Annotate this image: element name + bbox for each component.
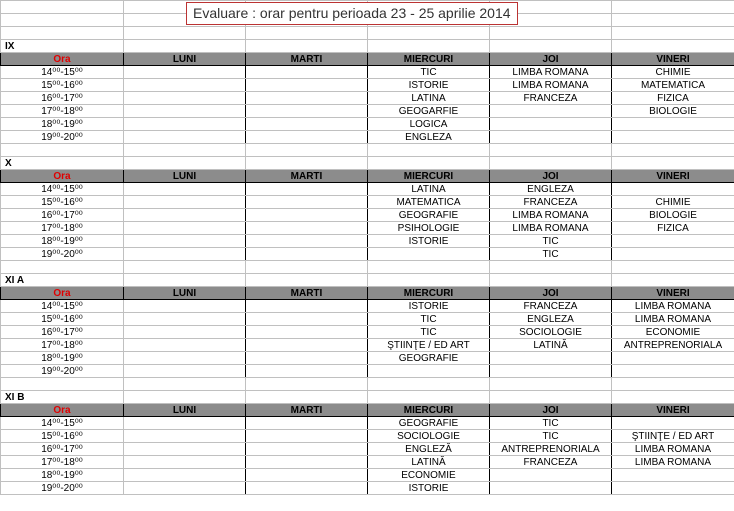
empty-cell[interactable] (490, 378, 612, 391)
subject-cell[interactable] (124, 131, 246, 144)
subject-cell[interactable]: LIMBA ROMANA (490, 79, 612, 92)
empty-cell[interactable] (490, 261, 612, 274)
time-slot: 18⁰⁰-19⁰⁰ (1, 469, 124, 482)
subject-cell[interactable]: LIMBA ROMANA (612, 456, 734, 469)
column-header-joi: JOI (490, 170, 612, 183)
subject-cell[interactable] (246, 131, 368, 144)
empty-cell[interactable] (612, 391, 734, 404)
subject-cell[interactable]: LIMBA ROMANA (612, 300, 734, 313)
column-header-luni: LUNI (124, 404, 246, 417)
subject-cell[interactable] (124, 482, 246, 495)
empty-cell[interactable] (612, 261, 734, 274)
empty-cell[interactable] (1, 144, 124, 157)
subject-cell[interactable] (612, 248, 734, 261)
schedule-row (1, 118, 734, 131)
subject-cell[interactable] (124, 456, 246, 469)
subject-cell[interactable] (124, 92, 246, 105)
subject-cell[interactable]: FIZICA (612, 222, 734, 235)
schedule-row (1, 365, 734, 378)
empty-cell[interactable] (246, 274, 368, 287)
subject-cell[interactable]: ECONOMIE (368, 469, 490, 482)
empty-cell[interactable] (612, 14, 734, 27)
schedule-row (1, 430, 734, 443)
class-name: XI B (1, 391, 124, 404)
subject-cell[interactable]: ENGLEZA (368, 131, 490, 144)
column-header-miercuri: MIERCURI (368, 53, 490, 66)
empty-cell[interactable] (124, 27, 246, 40)
subject-cell[interactable] (246, 352, 368, 365)
subject-cell[interactable] (490, 469, 612, 482)
subject-cell[interactable]: ISTORIE (368, 235, 490, 248)
subject-cell[interactable] (490, 365, 612, 378)
empty-cell[interactable] (124, 261, 246, 274)
empty-cell[interactable] (368, 144, 490, 157)
subject-cell[interactable] (612, 365, 734, 378)
empty-cell[interactable] (368, 261, 490, 274)
subject-cell[interactable] (246, 248, 368, 261)
empty-cell[interactable] (246, 157, 368, 170)
blank-row (1, 27, 734, 40)
empty-cell[interactable] (490, 391, 612, 404)
schedule-row (1, 300, 734, 313)
column-header-marti: MARTI (246, 287, 368, 300)
schedule-row (1, 66, 734, 79)
subject-cell[interactable]: LIMBA ROMANA (490, 209, 612, 222)
column-header-marti: MARTI (246, 53, 368, 66)
time-slot: 19⁰⁰-20⁰⁰ (1, 482, 124, 495)
subject-cell[interactable] (490, 482, 612, 495)
subject-cell[interactable]: LIMBA ROMANA (612, 313, 734, 326)
subject-cell[interactable] (246, 300, 368, 313)
schedule-row (1, 339, 734, 352)
header-row (1, 287, 734, 300)
empty-cell[interactable] (612, 378, 734, 391)
schedule-row (1, 248, 734, 261)
empty-cell[interactable] (612, 27, 734, 40)
subject-cell[interactable] (124, 235, 246, 248)
empty-cell[interactable] (368, 27, 490, 40)
subject-cell[interactable]: MATEMATICA (612, 79, 734, 92)
subject-cell[interactable]: SOCIOLOGIE (368, 430, 490, 443)
empty-cell[interactable] (368, 378, 490, 391)
empty-cell[interactable] (124, 157, 246, 170)
subject-cell[interactable]: LATINA (368, 92, 490, 105)
subject-cell[interactable] (124, 469, 246, 482)
schedule-row (1, 183, 734, 196)
empty-cell[interactable] (246, 144, 368, 157)
subject-cell[interactable] (124, 417, 246, 430)
subject-cell[interactable]: FIZICA (612, 92, 734, 105)
blank-row (1, 261, 734, 274)
subject-cell[interactable]: TIC (368, 66, 490, 79)
schedule-row (1, 79, 734, 92)
schedule-row (1, 105, 734, 118)
empty-cell[interactable] (1, 14, 124, 27)
subject-cell[interactable] (124, 339, 246, 352)
subject-cell[interactable] (124, 105, 246, 118)
class-name: XI A (1, 274, 124, 287)
subject-cell[interactable]: TIC (490, 430, 612, 443)
column-header-vineri: VINERI (612, 404, 734, 417)
subject-cell[interactable] (612, 352, 734, 365)
time-slot: 16⁰⁰-17⁰⁰ (1, 326, 124, 339)
subject-cell[interactable]: ŞTIINŢE / ED ART (612, 430, 734, 443)
subject-cell[interactable] (246, 79, 368, 92)
time-slot: 16⁰⁰-17⁰⁰ (1, 209, 124, 222)
subject-cell[interactable]: ŞTIINŢE / ED ART (368, 339, 490, 352)
schedule-row (1, 482, 734, 495)
schedule-row (1, 196, 734, 209)
subject-cell[interactable]: TIC (490, 235, 612, 248)
subject-cell[interactable]: ISTORIE (368, 300, 490, 313)
subject-cell[interactable]: ENGLEZĂ (368, 443, 490, 456)
time-slot: 15⁰⁰-16⁰⁰ (1, 313, 124, 326)
time-slot: 18⁰⁰-19⁰⁰ (1, 235, 124, 248)
subject-cell[interactable]: TIC (368, 313, 490, 326)
subject-cell[interactable] (246, 326, 368, 339)
subject-cell[interactable] (124, 66, 246, 79)
time-slot: 14⁰⁰-15⁰⁰ (1, 300, 124, 313)
time-slot: 14⁰⁰-15⁰⁰ (1, 417, 124, 430)
subject-cell[interactable] (490, 131, 612, 144)
subject-cell[interactable]: LATINA (368, 183, 490, 196)
time-slot: 14⁰⁰-15⁰⁰ (1, 66, 124, 79)
subject-cell[interactable]: LIMBA ROMANA (490, 66, 612, 79)
schedule-row (1, 352, 734, 365)
empty-cell[interactable] (368, 157, 490, 170)
class-label-row (1, 274, 734, 287)
subject-cell[interactable] (490, 352, 612, 365)
subject-cell[interactable] (124, 313, 246, 326)
subject-cell[interactable] (246, 209, 368, 222)
subject-cell[interactable] (124, 79, 246, 92)
column-header-joi: JOI (490, 53, 612, 66)
subject-cell[interactable] (368, 365, 490, 378)
column-header-vineri: VINERI (612, 53, 734, 66)
time-slot: 15⁰⁰-16⁰⁰ (1, 79, 124, 92)
empty-cell[interactable] (368, 274, 490, 287)
subject-cell[interactable] (124, 196, 246, 209)
empty-cell[interactable] (246, 391, 368, 404)
subject-cell[interactable] (246, 66, 368, 79)
sheet-body (1, 1, 734, 495)
column-header-joi: JOI (490, 404, 612, 417)
subject-cell[interactable] (612, 131, 734, 144)
column-header-marti: MARTI (246, 170, 368, 183)
subject-cell[interactable]: FRANCEZA (490, 196, 612, 209)
empty-cell[interactable] (246, 261, 368, 274)
empty-cell[interactable] (124, 378, 246, 391)
subject-cell[interactable]: GEOGRAFIE (368, 417, 490, 430)
time-slot: 16⁰⁰-17⁰⁰ (1, 92, 124, 105)
subject-cell[interactable]: GEOGARFIE (368, 105, 490, 118)
subject-cell[interactable]: LIMBA ROMANA (612, 443, 734, 456)
subject-cell[interactable]: TIC (490, 417, 612, 430)
subject-cell[interactable]: LOGICA (368, 118, 490, 131)
blank-row (1, 378, 734, 391)
subject-cell[interactable] (490, 118, 612, 131)
subject-cell[interactable]: TIC (490, 248, 612, 261)
time-slot: 17⁰⁰-18⁰⁰ (1, 105, 124, 118)
subject-cell[interactable] (124, 443, 246, 456)
schedule-row (1, 131, 734, 144)
subject-cell[interactable] (612, 482, 734, 495)
subject-cell[interactable]: CHIMIE (612, 66, 734, 79)
subject-cell[interactable] (246, 456, 368, 469)
subject-cell[interactable] (124, 118, 246, 131)
empty-cell[interactable] (246, 378, 368, 391)
class-label-row (1, 40, 734, 53)
subject-cell[interactable]: PSIHOLOGIE (368, 222, 490, 235)
schedule-row (1, 417, 734, 430)
subject-cell[interactable] (246, 105, 368, 118)
subject-cell[interactable]: ISTORIE (368, 79, 490, 92)
column-header-luni: LUNI (124, 170, 246, 183)
subject-cell[interactable] (124, 183, 246, 196)
time-slot: 19⁰⁰-20⁰⁰ (1, 365, 124, 378)
subject-cell[interactable] (246, 469, 368, 482)
subject-cell[interactable] (246, 313, 368, 326)
class-label-row (1, 391, 734, 404)
subject-cell[interactable] (612, 183, 734, 196)
schedule-row (1, 326, 734, 339)
header-row (1, 170, 734, 183)
empty-cell[interactable] (490, 157, 612, 170)
subject-cell[interactable]: TIC (368, 326, 490, 339)
schedule-row (1, 235, 734, 248)
subject-cell[interactable] (246, 365, 368, 378)
empty-cell[interactable] (124, 40, 246, 53)
empty-cell[interactable] (368, 391, 490, 404)
subject-cell[interactable] (246, 339, 368, 352)
blank-row (1, 144, 734, 157)
subject-cell[interactable] (124, 430, 246, 443)
empty-cell[interactable] (368, 40, 490, 53)
time-slot: 17⁰⁰-18⁰⁰ (1, 456, 124, 469)
time-slot: 18⁰⁰-19⁰⁰ (1, 118, 124, 131)
subject-cell[interactable] (124, 326, 246, 339)
subject-cell[interactable]: FRANCEZA (490, 456, 612, 469)
subject-cell[interactable]: LATINĂ (368, 456, 490, 469)
subject-cell[interactable] (612, 417, 734, 430)
schedule-row (1, 92, 734, 105)
subject-cell[interactable]: FRANCEZA (490, 92, 612, 105)
subject-cell[interactable] (246, 183, 368, 196)
subject-cell[interactable] (246, 118, 368, 131)
empty-cell[interactable] (490, 40, 612, 53)
schedule-row (1, 313, 734, 326)
empty-cell[interactable] (612, 144, 734, 157)
subject-cell[interactable] (124, 365, 246, 378)
subject-cell[interactable] (246, 235, 368, 248)
time-slot: 19⁰⁰-20⁰⁰ (1, 248, 124, 261)
subject-cell[interactable] (246, 443, 368, 456)
header-row (1, 404, 734, 417)
subject-cell[interactable] (124, 209, 246, 222)
header-row (1, 53, 734, 66)
class-label-row (1, 157, 734, 170)
column-header-vineri: VINERI (612, 287, 734, 300)
subject-cell[interactable]: MATEMATICA (368, 196, 490, 209)
subject-cell[interactable] (246, 430, 368, 443)
schedule-row (1, 469, 734, 482)
subject-cell[interactable] (124, 300, 246, 313)
subject-cell[interactable]: ENGLEZA (490, 183, 612, 196)
empty-cell[interactable] (612, 1, 734, 14)
empty-cell[interactable] (124, 274, 246, 287)
time-slot: 16⁰⁰-17⁰⁰ (1, 443, 124, 456)
subject-cell[interactable]: ISTORIE (368, 482, 490, 495)
empty-cell[interactable] (490, 144, 612, 157)
subject-cell[interactable]: CHIMIE (612, 196, 734, 209)
subject-cell[interactable]: ANTREPRENORIALA (490, 443, 612, 456)
empty-cell[interactable] (612, 157, 734, 170)
empty-cell[interactable] (246, 40, 368, 53)
column-header-ora: Ora (1, 404, 124, 417)
subject-cell[interactable] (246, 222, 368, 235)
subject-cell[interactable]: FRANCEZA (490, 300, 612, 313)
column-header-miercuri: MIERCURI (368, 404, 490, 417)
page-title: Evaluare : orar pentru perioada 23 - 25 aprilie 2014 (186, 2, 518, 25)
empty-cell[interactable] (1, 1, 124, 14)
subject-cell[interactable] (368, 248, 490, 261)
empty-cell[interactable] (612, 40, 734, 53)
time-slot: 15⁰⁰-16⁰⁰ (1, 196, 124, 209)
empty-cell[interactable] (612, 274, 734, 287)
subject-cell[interactable] (124, 352, 246, 365)
class-name: X (1, 157, 124, 170)
time-slot: 14⁰⁰-15⁰⁰ (1, 183, 124, 196)
empty-cell[interactable] (490, 27, 612, 40)
column-header-miercuri: MIERCURI (368, 170, 490, 183)
column-header-luni: LUNI (124, 53, 246, 66)
column-header-miercuri: MIERCURI (368, 287, 490, 300)
subject-cell[interactable] (246, 92, 368, 105)
column-header-joi: JOI (490, 287, 612, 300)
empty-cell[interactable] (490, 274, 612, 287)
column-header-ora: Ora (1, 53, 124, 66)
subject-cell[interactable] (124, 222, 246, 235)
subject-cell[interactable]: ENGLEZA (490, 313, 612, 326)
time-slot: 17⁰⁰-18⁰⁰ (1, 222, 124, 235)
empty-cell[interactable] (246, 27, 368, 40)
column-header-vineri: VINERI (612, 170, 734, 183)
class-name: IX (1, 40, 124, 53)
time-slot: 15⁰⁰-16⁰⁰ (1, 430, 124, 443)
subject-cell[interactable]: ECONOMIE (612, 326, 734, 339)
subject-cell[interactable]: ANTREPRENORIALA (612, 339, 734, 352)
subject-cell[interactable] (612, 469, 734, 482)
subject-cell[interactable]: BIOLOGIE (612, 105, 734, 118)
empty-cell[interactable] (1, 27, 124, 40)
subject-cell[interactable]: GEOGRAFIE (368, 209, 490, 222)
empty-cell[interactable] (124, 391, 246, 404)
subject-cell[interactable] (490, 105, 612, 118)
empty-cell[interactable] (1, 378, 124, 391)
subject-cell[interactable]: GEOGRAFIE (368, 352, 490, 365)
column-header-ora: Ora (1, 170, 124, 183)
subject-cell[interactable]: LATINĂ (490, 339, 612, 352)
subject-cell[interactable] (246, 482, 368, 495)
subject-cell[interactable]: LIMBA ROMANA (490, 222, 612, 235)
subject-cell[interactable] (246, 196, 368, 209)
time-slot: 17⁰⁰-18⁰⁰ (1, 339, 124, 352)
subject-cell[interactable] (612, 118, 734, 131)
column-header-ora: Ora (1, 287, 124, 300)
column-header-luni: LUNI (124, 287, 246, 300)
time-slot: 19⁰⁰-20⁰⁰ (1, 131, 124, 144)
schedule-row (1, 222, 734, 235)
time-slot: 18⁰⁰-19⁰⁰ (1, 352, 124, 365)
schedule-row (1, 209, 734, 222)
subject-cell[interactable]: BIOLOGIE (612, 209, 734, 222)
schedule-row (1, 443, 734, 456)
empty-cell[interactable] (1, 261, 124, 274)
subject-cell[interactable]: SOCIOLOGIE (490, 326, 612, 339)
column-header-marti: MARTI (246, 404, 368, 417)
subject-cell[interactable] (246, 417, 368, 430)
subject-cell[interactable] (124, 248, 246, 261)
empty-cell[interactable] (124, 144, 246, 157)
subject-cell[interactable] (612, 235, 734, 248)
schedule-row (1, 456, 734, 469)
